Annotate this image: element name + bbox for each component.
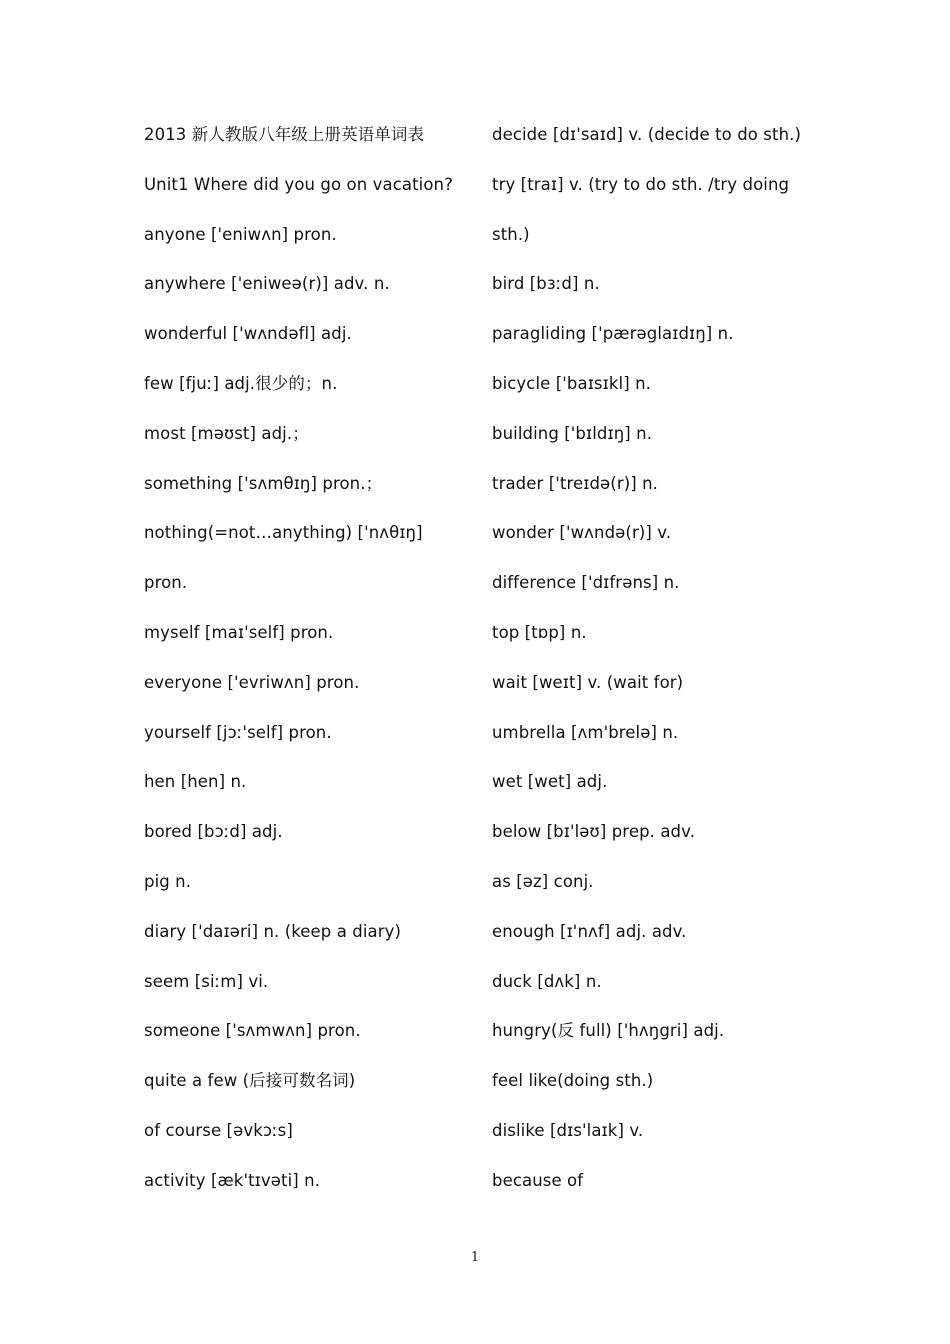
right-column-line: paragliding ['pærəglaɪdɪŋ] n. — [492, 324, 734, 344]
right-column-line: trader ['treɪdə(r)] n. — [492, 473, 659, 493]
right-column-line: feel like(doing sth.) — [492, 1071, 654, 1091]
left-column-line: of course [əvkɔːs] — [144, 1120, 293, 1140]
right-column-line: below [bɪ'ləʊ] prep. adv. — [492, 822, 696, 842]
left-column-line: nothing(=not…anything) ['nʌθɪŋ] — [144, 523, 423, 543]
right-column-line: sth.) — [492, 224, 530, 244]
left-column-line: pig n. — [144, 871, 192, 891]
left-column-line: yourself [jɔː'self] pron. — [144, 722, 332, 742]
left-column-line: hen [hen] n. — [144, 772, 247, 792]
right-column-line: dislike [dɪs'laɪk] v. — [492, 1120, 644, 1140]
left-column-line: 2013 新人教版八年级上册英语单词表 — [144, 125, 425, 144]
right-column-line: duck [dʌk] n. — [492, 971, 602, 991]
left-column-line: Unit1 Where did you go on vacation? — [144, 174, 453, 194]
right-column-line: try [traɪ] v. (try to do sth. /try doing — [492, 174, 790, 194]
left-column-line: diary ['daɪəri] n. (keep a diary) — [144, 921, 402, 941]
right-column-line: difference ['dɪfrəns] n. — [492, 573, 680, 593]
right-column-line: because of — [492, 1170, 584, 1190]
left-column-line: bored [bɔːd] adj. — [144, 822, 283, 842]
left-column-line: something ['sʌmθɪŋ] pron.； — [144, 473, 383, 493]
right-column — [492, 110, 812, 1206]
page-number: 1 — [470, 1250, 480, 1265]
right-column-line: as [əz] conj. — [492, 871, 594, 891]
right-column-line: umbrella [ʌm'brelə] n. — [492, 722, 679, 742]
right-column-line: decide [dɪ'saɪd] v. (decide to do sth.) — [492, 125, 802, 144]
left-column-line: someone ['sʌmwʌn] pron. — [144, 1021, 361, 1041]
left-column-line: wonderful ['wʌndəfl] adj. — [144, 324, 352, 344]
left-column-line: activity [æk'tɪvəti] n. — [144, 1170, 321, 1190]
left-column-line: anyone ['eniwʌn] pron. — [144, 224, 337, 244]
left-column-line: quite a few (后接可数名词) — [144, 1071, 356, 1091]
right-column-line: wait [weɪt] v. (wait for) — [492, 672, 684, 692]
left-column-line: everyone ['evriwʌn] pron. — [144, 672, 360, 692]
left-column-line: anywhere ['eniweə(r)] adv. n. — [144, 274, 390, 294]
right-column-line: bicycle ['baɪsɪkl] n. — [492, 373, 651, 393]
left-column-line: few [fjuː] adj.很少的；n. — [144, 373, 338, 393]
right-column-line: wet [wet] adj. — [492, 772, 608, 792]
right-column-line: hungry(反 full) ['hʌŋgri] adj. — [492, 1021, 725, 1041]
right-column-line: wonder ['wʌndə(r)] v. — [492, 523, 672, 543]
left-column — [144, 110, 480, 1206]
left-column-line: seem [siːm] vi. — [144, 971, 269, 991]
right-column-line: building ['bɪldɪŋ] n. — [492, 423, 653, 443]
right-column-line: enough [ɪ'nʌf] adj. adv. — [492, 921, 687, 941]
left-column-line: pron. — [144, 573, 188, 593]
left-column-line: most [məʊst] adj.； — [144, 423, 309, 443]
left-column-line: myself [maɪ'self] pron. — [144, 622, 334, 642]
right-column-line: top [tɒp] n. — [492, 622, 587, 642]
right-column-line: bird [bɜːd] n. — [492, 274, 600, 294]
